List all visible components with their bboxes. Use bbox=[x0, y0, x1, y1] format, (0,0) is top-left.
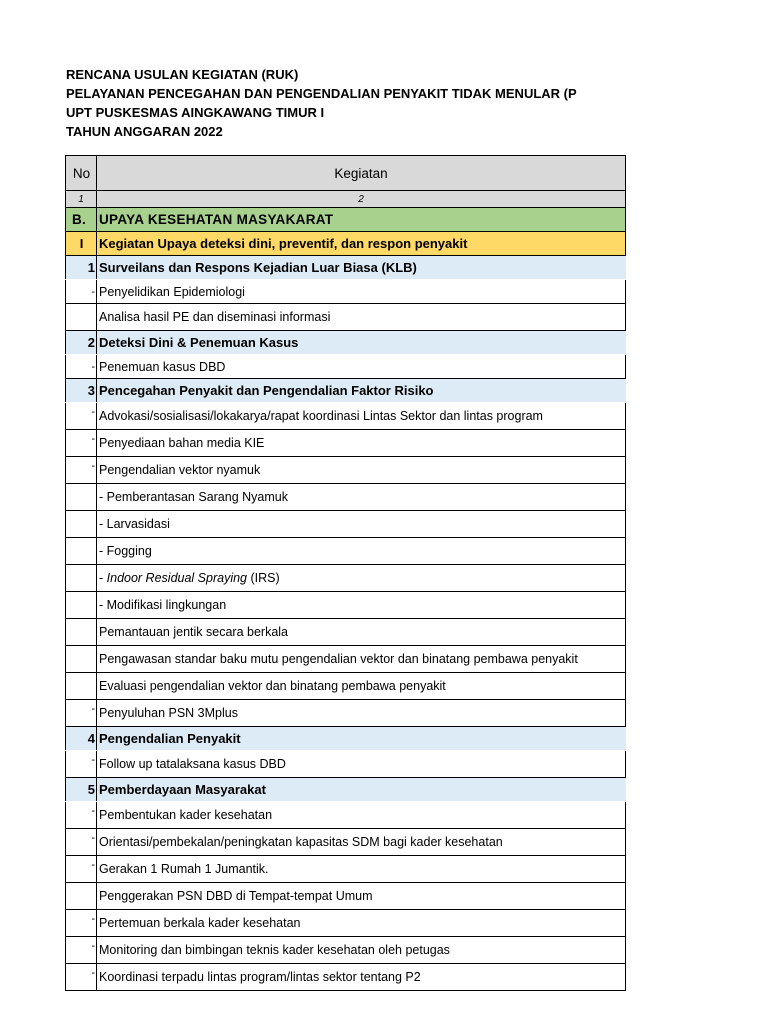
row-kegiatan bbox=[97, 565, 626, 592]
table-row bbox=[66, 964, 626, 991]
table-row bbox=[66, 457, 626, 484]
document-title bbox=[66, 65, 636, 141]
row-kegiatan: Pengendalian vektor nyamuk bbox=[97, 457, 626, 484]
row-no bbox=[66, 511, 97, 538]
row-kegiatan: Pembentukan kader kesehatan bbox=[97, 802, 626, 829]
title-line-1: RENCANA USULAN KEGIATAN (RUK) bbox=[66, 67, 299, 82]
column-number-kegiatan: 2 bbox=[97, 191, 626, 208]
row-kegiatan: - Pemberantasan Sarang Nyamuk bbox=[97, 484, 626, 511]
row-kegiatan: Kegiatan Upaya deteksi dini, preventif, dan respon penyakit bbox=[97, 232, 626, 256]
table-row bbox=[66, 331, 626, 355]
table-row bbox=[66, 256, 626, 280]
row-no: - bbox=[66, 457, 97, 484]
row-kegiatan: Evaluasi pengendalian vektor dan binatang pembawa penyakit bbox=[97, 673, 626, 700]
row-no bbox=[66, 673, 97, 700]
row-no bbox=[66, 646, 97, 673]
table-row bbox=[66, 208, 626, 232]
row-kegiatan: Pengendalian Penyakit bbox=[97, 727, 626, 751]
row-kegiatan-prefix: - bbox=[99, 571, 107, 585]
table-header-row bbox=[66, 156, 626, 191]
row-no: - bbox=[66, 802, 97, 829]
row-no: 5 bbox=[66, 778, 97, 802]
row-kegiatan-italic: Indoor Residual Spraying bbox=[106, 571, 248, 585]
table-row bbox=[66, 910, 626, 937]
row-kegiatan: Pengawasan standar baku mutu pengendalian vektor dan binatang pembawa penyakit bbox=[97, 646, 626, 673]
table-row bbox=[66, 232, 626, 256]
title-line-3: UPT PUSKESMAS AINGKAWANG TIMUR I bbox=[66, 105, 325, 120]
row-no bbox=[66, 484, 97, 511]
table-row bbox=[66, 700, 626, 727]
row-no bbox=[66, 304, 97, 331]
row-kegiatan: Analisa hasil PE dan diseminasi informasi bbox=[97, 304, 626, 331]
row-kegiatan: Pemantauan jentik secara berkala bbox=[97, 619, 626, 646]
row-kegiatan: Penggerakan PSN DBD di Tempat-tempat Umum bbox=[97, 883, 626, 910]
row-no: I bbox=[66, 232, 97, 256]
row-kegiatan: UPAYA KESEHATAN MASYAKARAT bbox=[97, 208, 626, 232]
row-no: - bbox=[66, 280, 97, 304]
row-no bbox=[66, 565, 97, 592]
row-kegiatan: - Larvasidasi bbox=[97, 511, 626, 538]
title-line-2: PELAYANAN PENCEGAHAN DAN PENGENDALIAN PENYAKIT TIDAK MENULAR (P bbox=[66, 86, 577, 101]
table-row bbox=[66, 280, 626, 304]
column-number-row bbox=[66, 191, 626, 208]
title-line-4: TAHUN ANGGARAN 2022 bbox=[66, 124, 223, 139]
table-row bbox=[66, 673, 626, 700]
header-kegiatan: Kegiatan bbox=[97, 156, 626, 191]
table-row bbox=[66, 727, 626, 751]
header-no: No bbox=[66, 156, 97, 191]
table-row bbox=[66, 856, 626, 883]
table-row bbox=[66, 802, 626, 829]
row-no: - bbox=[66, 751, 97, 778]
table-row bbox=[66, 430, 626, 457]
row-no: - bbox=[66, 700, 97, 727]
row-no: - bbox=[66, 403, 97, 430]
table-row bbox=[66, 646, 626, 673]
row-no: 2 bbox=[66, 331, 97, 355]
row-no: B. bbox=[66, 208, 97, 232]
row-kegiatan: Surveilans dan Respons Kejadian Luar Biasa (KLB) bbox=[97, 256, 626, 280]
table-row bbox=[66, 538, 626, 565]
row-kegiatan: Gerakan 1 Rumah 1 Jumantik. bbox=[97, 856, 626, 883]
row-kegiatan: Deteksi Dini & Penemuan Kasus bbox=[97, 331, 626, 355]
row-no bbox=[66, 619, 97, 646]
column-number-no: 1 bbox=[66, 191, 97, 208]
table-row bbox=[66, 379, 626, 403]
row-kegiatan: Advokasi/sosialisasi/lokakarya/rapat koordinasi Lintas Sektor dan lintas program bbox=[97, 403, 626, 430]
table-row bbox=[66, 883, 626, 910]
row-no: - bbox=[66, 964, 97, 991]
table-row bbox=[66, 511, 626, 538]
row-kegiatan: - Fogging bbox=[97, 538, 626, 565]
table-row bbox=[66, 592, 626, 619]
table-row bbox=[66, 937, 626, 964]
table-row bbox=[66, 751, 626, 778]
row-kegiatan: Monitoring dan bimbingan teknis kader kesehatan oleh petugas bbox=[97, 937, 626, 964]
row-kegiatan: Pertemuan berkala kader kesehatan bbox=[97, 910, 626, 937]
row-no bbox=[66, 538, 97, 565]
row-no: - bbox=[66, 937, 97, 964]
row-kegiatan: Follow up tatalaksana kasus DBD bbox=[97, 751, 626, 778]
row-no: - bbox=[66, 856, 97, 883]
row-kegiatan-suffix: (IRS) bbox=[247, 571, 280, 585]
row-no: 3 bbox=[66, 379, 97, 403]
table-row bbox=[66, 829, 626, 856]
row-kegiatan: Penyuluhan PSN 3Mplus bbox=[97, 700, 626, 727]
row-kegiatan: Pemberdayaan Masyarakat bbox=[97, 778, 626, 802]
row-kegiatan: Pencegahan Penyakit dan Pengendalian Faktor Risiko bbox=[97, 379, 626, 403]
table-row bbox=[66, 619, 626, 646]
row-no: 1 bbox=[66, 256, 97, 280]
table-row bbox=[66, 484, 626, 511]
table-row bbox=[66, 304, 626, 331]
row-no: - bbox=[66, 829, 97, 856]
row-kegiatan: Penyelidikan Epidemiologi bbox=[97, 280, 626, 304]
row-no: - bbox=[66, 430, 97, 457]
table-row bbox=[66, 778, 626, 802]
table-row bbox=[66, 403, 626, 430]
kegiatan-table bbox=[65, 155, 626, 991]
row-kegiatan: Koordinasi terpadu lintas program/lintas sektor tentang P2 bbox=[97, 964, 626, 991]
row-no bbox=[66, 883, 97, 910]
row-kegiatan: - Modifikasi lingkungan bbox=[97, 592, 626, 619]
row-kegiatan: Orientasi/pembekalan/peningkatan kapasitas SDM bagi kader kesehatan bbox=[97, 829, 626, 856]
row-no: 4 bbox=[66, 727, 97, 751]
row-kegiatan: Penemuan kasus DBD bbox=[97, 355, 626, 379]
row-no bbox=[66, 592, 97, 619]
table-row bbox=[66, 565, 626, 592]
row-kegiatan: Penyediaan bahan media KIE bbox=[97, 430, 626, 457]
row-no: - bbox=[66, 355, 97, 379]
table-row bbox=[66, 355, 626, 379]
row-no: - bbox=[66, 910, 97, 937]
